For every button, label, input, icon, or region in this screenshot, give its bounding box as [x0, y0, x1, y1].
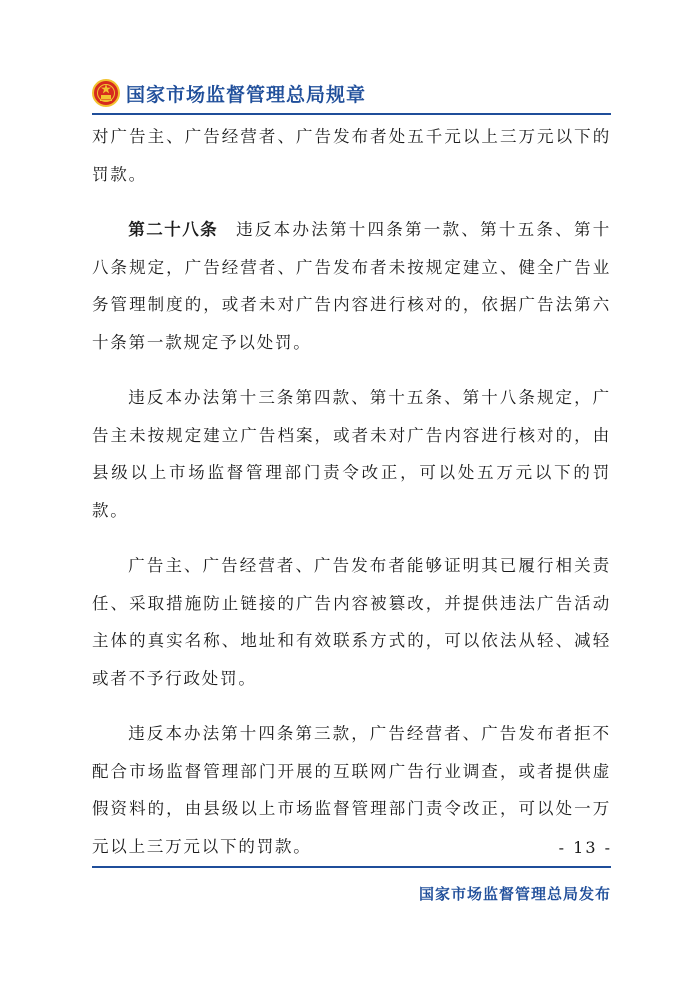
article-28-paragraph [92, 211, 611, 361]
paragraph-4: 违反本办法第十四条第三款，广告经营者、广告发布者拒不配合市场监督管理部门开展的互联网广告行业调查，或者提供虚假资料的，由县级以上市场监督管理部门责令改正，可以处一万元以上三万元以下的罚款。 [92, 724, 611, 856]
document-header [92, 76, 366, 110]
paragraph-3: 广告主、广告经营者、广告发布者能够证明其已履行相关责任、采取措施防止链接的广告内容被篡改，并提供违法广告活动主体的真实名称、地址和有效联系方式的，可以依法从轻、减轻或者不予行政处罚。 [92, 556, 611, 688]
header-divider [92, 113, 611, 115]
national-emblem-icon [92, 79, 120, 107]
article-number: 第二十八条 [128, 220, 219, 239]
paragraph-2: 违反本办法第十三条第四款、第十五条、第十八条规定，广告主未按规定建立广告档案，或者未对广告内容进行核对的，由县级以上市场监督管理部门责令改正，可以处五万元以下的罚款。 [92, 388, 611, 520]
footer-divider [92, 866, 611, 868]
document-body [92, 118, 611, 865]
footer-publisher: 国家市场监督管理总局发布 [418, 885, 611, 903]
article-28-text: 违反本办法第十四条第一款、第十五条、第十八条规定，广告经营者、广告发布者未按规定建立、健全广告业务管理制度的，或者未对广告内容进行核对的，依据广告法第六十条第一款规定予以处罚。 [92, 220, 612, 352]
page-number: - 13 - [558, 838, 612, 857]
paragraph-continued: 对广告主、广告经营者、广告发布者处五千元以上三万元以下的罚款。 [92, 127, 611, 184]
header-title: 国家市场监督管理总局规章 [126, 83, 367, 106]
